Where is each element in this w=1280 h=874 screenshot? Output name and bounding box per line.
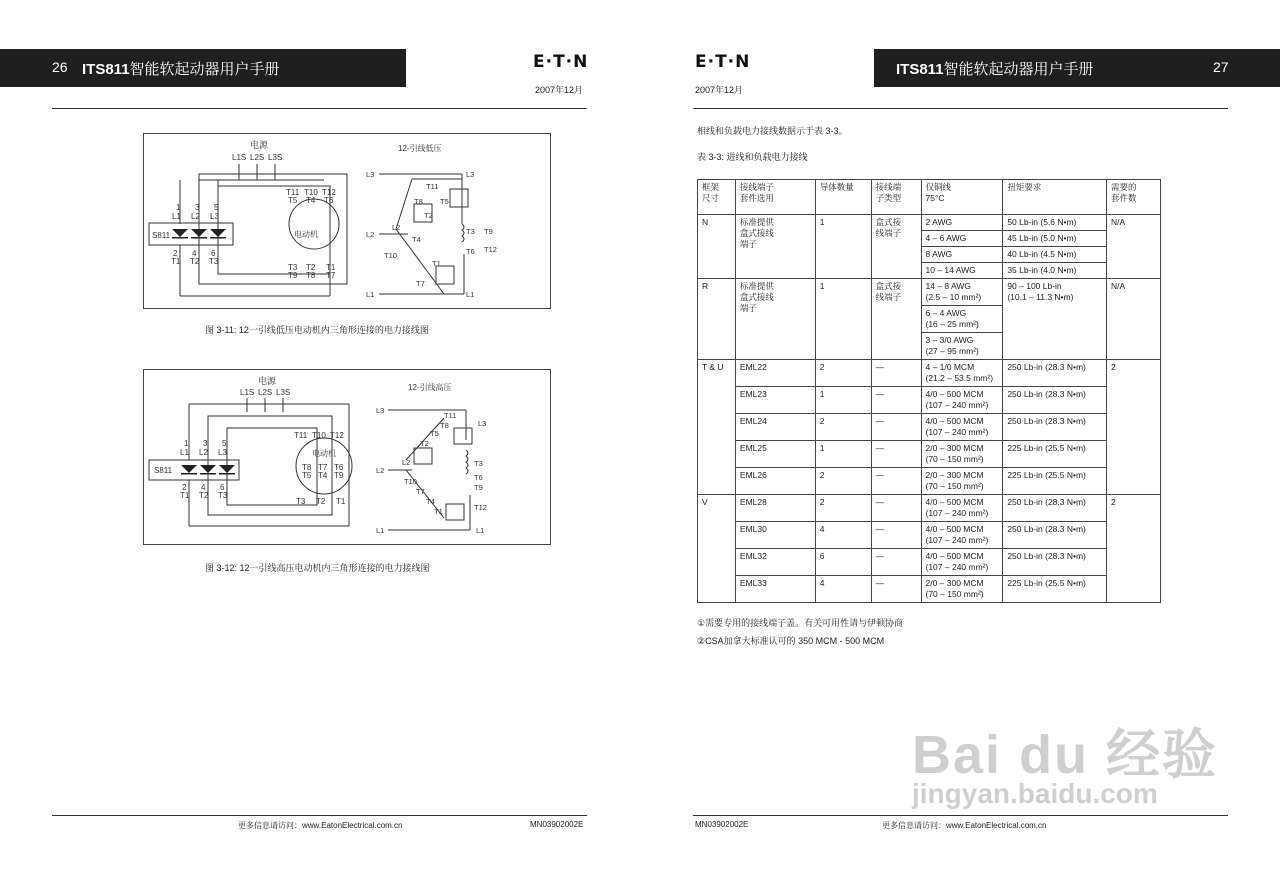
fig1-motor-t1: T1	[326, 263, 336, 272]
fig2-r-t11: T11	[444, 411, 457, 420]
cell-type: —	[871, 522, 921, 549]
fig2-top-3: 3	[203, 439, 208, 448]
fig1-motor-t5: T5	[288, 196, 298, 205]
fig1-motor-label: 电动机	[294, 230, 318, 239]
fig2-r-l3b: L3	[478, 419, 487, 428]
cell-kit: EML23	[735, 387, 815, 414]
cell-kits-needed: 2	[1107, 360, 1161, 495]
fig2-top-5: 5	[222, 439, 227, 448]
fig2-thyristors	[181, 465, 235, 475]
fig1-right-title: 12-引线低压	[398, 144, 442, 153]
cell-wire: 10 – 14 AWG	[921, 263, 1003, 279]
cell-qty: 2	[815, 360, 871, 387]
cell-kit: EML30	[735, 522, 815, 549]
right-header-rule	[693, 108, 1228, 109]
right-footer-rule	[693, 815, 1228, 816]
cell-type: —	[871, 360, 921, 387]
cell-wire: 4 – 1/0 MCM (21.2 – 53.5 mm²)	[921, 360, 1003, 387]
fig1-bot-t1: T1	[171, 257, 181, 266]
left-footer-website: 更多信息请访问：www.EatonElectrical.com.cn	[238, 821, 403, 830]
fig2-bot-6: 6	[220, 483, 225, 492]
table-3-3	[697, 179, 1161, 603]
fig2-motor-t1: T1	[336, 497, 346, 506]
cell-qty: 4	[815, 576, 871, 603]
cell-wire: 4/0 – 500 MCM (107 – 240 mm²)	[921, 549, 1003, 576]
fig1-line-l1s: L1S	[232, 153, 247, 162]
cell-wire: 2 AWG	[921, 215, 1003, 231]
fig2-r-t2: T2	[420, 439, 429, 448]
fig1-r-t1: T1	[432, 259, 441, 268]
cell-torque: 35 Lb-in (4.0 N•m)	[1003, 263, 1107, 279]
fig2-motor-t7: T7	[318, 463, 328, 472]
fig2-r-t1: T1	[434, 507, 443, 516]
cell-wire: 4/0 – 500 MCM (107 – 240 mm²)	[921, 414, 1003, 441]
fig2-bot-4: 4	[201, 483, 206, 492]
fig1-device: S811	[152, 231, 171, 240]
cell-kit: EML32	[735, 549, 815, 576]
cell-wire: 4/0 – 500 MCM (107 – 240 mm²)	[921, 522, 1003, 549]
fig2-top-l1: L1	[180, 448, 189, 457]
fig2-line-l2s: L2S	[258, 388, 273, 397]
left-page-number: 26	[52, 59, 68, 75]
cell-frame: N	[698, 215, 736, 279]
cell-kit: EML22	[735, 360, 815, 387]
figure-3-12	[143, 369, 551, 545]
fig2-bot-t3: T3	[218, 491, 228, 500]
left-header-title-cn: 智能软起动器用户手册	[129, 61, 280, 78]
fig2-right-title: 12-引线高压	[408, 383, 452, 392]
cell-qty: 6	[815, 549, 871, 576]
fig2-left-title: 电源	[258, 376, 277, 386]
table-header	[698, 180, 1161, 215]
th-torque: 扭矩要求	[1003, 180, 1107, 215]
table-row	[698, 468, 1161, 495]
cell-qty: 2	[815, 468, 871, 495]
cell-type: —	[871, 387, 921, 414]
cell-wire: 4 – 6 AWG	[921, 231, 1003, 247]
table-row	[698, 279, 1161, 306]
fig1-top-l1: L1	[172, 212, 181, 221]
cell-type: —	[871, 576, 921, 603]
fig1-motor-t9: T9	[288, 271, 298, 280]
fig1-left-title: 电源	[250, 140, 269, 150]
fig2-r-t6: T6	[474, 473, 483, 482]
cell-torque: 250 Lb-in (28.3 N•m)	[1003, 522, 1107, 549]
fig1-r-t3: T3	[466, 227, 475, 236]
fig1-motor-t10: T10	[304, 188, 318, 197]
cell-torque: 250 Lb-in (28.3 N•m)	[1003, 414, 1107, 441]
fig1-r-t2: T2	[424, 211, 433, 220]
cell-qty: 4	[815, 522, 871, 549]
cell-kits-needed: N/A	[1107, 215, 1161, 279]
fig2-r-t8: T8	[440, 421, 449, 430]
right-footer-doc-number: MN03902002E	[695, 820, 749, 829]
figure-3-11-diagram	[144, 134, 550, 308]
cell-torque: 50 Lb-in (5.6 N•m)	[1003, 215, 1107, 231]
fig1-r-l3b: L3	[466, 170, 475, 179]
fig1-r-t8: T8	[414, 197, 423, 206]
fig2-motor-t9: T9	[334, 471, 344, 480]
cell-wire: 14 – 8 AWG (2.5 – 10 mm²)	[921, 279, 1003, 306]
fig2-top-l2: L2	[199, 448, 208, 457]
cell-type: —	[871, 549, 921, 576]
fig2-r-t5: T5	[430, 429, 439, 438]
fig1-motor-t6: T6	[324, 196, 334, 205]
cell-qty: 2	[815, 414, 871, 441]
fig2-motor-t8: T8	[302, 463, 312, 472]
fig2-r-l1b: L1	[476, 526, 485, 535]
fig1-delta	[379, 174, 468, 294]
intro-text: 相线和负载电力接线数据示于表 3-3。	[697, 126, 848, 136]
cell-kit: 标准提供 盒式接线 端子	[735, 279, 815, 360]
fig2-motor-t12: T12	[330, 431, 344, 440]
table-row	[698, 549, 1161, 576]
cell-type: —	[871, 441, 921, 468]
fig1-line-l3s: L3S	[268, 153, 283, 162]
cell-type: 盒式接 线端子	[871, 215, 921, 279]
fig2-delta	[388, 410, 472, 530]
table-body	[698, 215, 1161, 603]
fig1-r-t6: T6	[466, 247, 475, 256]
cell-qty: 1	[815, 215, 871, 279]
cell-frame: R	[698, 279, 736, 360]
fig1-top-1: 1	[176, 203, 181, 212]
fig2-device: S811	[154, 466, 173, 475]
cell-qty: 1	[815, 387, 871, 414]
left-footer-rule	[52, 815, 587, 816]
cell-wire: 6 – 4 AWG (16 – 25 mm²)	[921, 306, 1003, 333]
fig1-motor-t8: T8	[306, 271, 316, 280]
table-row	[698, 576, 1161, 603]
fig1-r-l1: L1	[366, 290, 375, 299]
fig1-motor-t3: T3	[288, 263, 298, 272]
cell-torque: 250 Lb-in (28.3 N•m)	[1003, 495, 1107, 522]
fig2-motor-t4: T4	[318, 471, 328, 480]
cell-type: 盒式接 线端子	[871, 279, 921, 360]
fig2-motor-t3: T3	[296, 497, 306, 506]
right-header-title-bold: ITS811	[896, 61, 944, 78]
right-header-title-cn: 智能软起动器用户手册	[943, 61, 1094, 78]
fig1-bot-4: 4	[192, 249, 197, 258]
cell-torque: 225 Lb-in (25.5 N•m)	[1003, 441, 1107, 468]
fig1-r-l3: L3	[366, 170, 375, 179]
cell-torque: 225 Lb-in (25.5 N•m)	[1003, 468, 1107, 495]
fig2-top-l3: L3	[218, 448, 227, 457]
fig1-top-5: 5	[214, 203, 219, 212]
fig2-r-t3: T3	[474, 459, 483, 468]
cell-wire: 2/0 – 300 MCM (70 – 150 mm²)	[921, 576, 1003, 603]
fig2-top-1: 1	[184, 439, 189, 448]
table-row	[698, 441, 1161, 468]
left-header-rule	[52, 108, 587, 109]
fig2-motor-t6: T6	[334, 463, 344, 472]
fig1-r-l2: L2	[366, 230, 375, 239]
cell-qty: 1	[815, 279, 871, 360]
fig2-bot-2: 2	[182, 483, 187, 492]
fig1-bot-t3: T3	[209, 257, 219, 266]
fig1-r-t9: T9	[484, 227, 493, 236]
th-kit: 接线端子 套件选用	[735, 180, 815, 215]
cell-torque: 250 Lb-in (28.3 N•m)	[1003, 387, 1107, 414]
fig1-bot-2: 2	[173, 249, 178, 258]
cell-wire: 2/0 – 300 MCM (70 – 150 mm²)	[921, 468, 1003, 495]
fig1-top-3: 3	[195, 203, 200, 212]
fig2-r-l1: L1	[376, 526, 385, 535]
th-frame: 框架 尺寸	[698, 180, 736, 215]
fig1-bot-6: 6	[211, 249, 216, 258]
fig1-r-l2b: L2	[392, 223, 401, 232]
fig2-bot-t1: T1	[180, 491, 190, 500]
cell-kit: EML25	[735, 441, 815, 468]
fig1-line-l2s: L2S	[250, 153, 265, 162]
cell-frame: T & U	[698, 360, 736, 495]
cell-frame: V	[698, 495, 736, 603]
fig1-motor-t12: T12	[322, 188, 336, 197]
baidu-watermark-url: jingyan.baidu.com	[912, 778, 1158, 809]
th-wire: 仅铜线 75°C	[921, 180, 1003, 215]
table-row	[698, 522, 1161, 549]
fig2-motor-t10: T10	[312, 431, 326, 440]
fig2-r-t9: T9	[474, 483, 483, 492]
left-date: 2007年12月	[535, 85, 584, 95]
cell-type: —	[871, 468, 921, 495]
cell-type: —	[871, 495, 921, 522]
cell-torque: 45 Lb-in (5.0 N•m)	[1003, 231, 1107, 247]
cell-torque: 90 – 100 Lb-in (10.1 – 11.3 N•m)	[1003, 279, 1107, 360]
fig2-r-t12: T12	[474, 503, 487, 512]
cell-wire: 3 – 3/0 AWG (27 – 95 mm²)	[921, 333, 1003, 360]
note-1: ①需要专用的接线端子盖。有关可用性请与伊顿协商	[697, 618, 904, 628]
right-header-title	[896, 58, 1094, 79]
fig1-bot-t2: T2	[190, 257, 200, 266]
fig1-r-l1b: L1	[466, 290, 475, 299]
fig1-motor-t11: T11	[286, 188, 300, 197]
left-header-bar	[0, 49, 406, 87]
fig1-motor-t4: T4	[306, 196, 316, 205]
table-row	[698, 360, 1161, 387]
table-row	[698, 215, 1161, 231]
cell-torque: 250 Lb-in (28.3 N•m)	[1003, 549, 1107, 576]
left-header-title	[82, 58, 280, 79]
right-eaton-logo: E·T·N	[695, 52, 751, 72]
cell-wire: 4/0 – 500 MCM (107 – 240 mm²)	[921, 387, 1003, 414]
fig1-r-t12: T12	[484, 245, 497, 254]
table-header-row	[698, 180, 1161, 215]
left-footer-doc-number: MN03902002E	[530, 820, 584, 829]
table-row	[698, 495, 1161, 522]
note-2: ②CSA加拿大标准认可的 350 MCM - 500 MCM	[697, 636, 885, 646]
cell-kit: EML33	[735, 576, 815, 603]
fig2-motor-t5: T5	[302, 471, 312, 480]
fig1-top-l2: L2	[191, 212, 200, 221]
figure-3-11-labels	[152, 139, 336, 280]
fig1-motor-t2: T2	[306, 263, 316, 272]
fig2-line-l3s: L3S	[276, 388, 291, 397]
cell-kit: EML24	[735, 414, 815, 441]
fig2-r-l3: L3	[376, 406, 385, 415]
fig2-r-l2: L2	[376, 466, 385, 475]
right-footer-website: 更多信息请访问：www.EatonElectrical.com.cn	[882, 821, 1047, 830]
fig1-r-t7: T7	[416, 279, 425, 288]
baidu-watermark: Bai du 经验	[912, 725, 1219, 785]
table-row	[698, 387, 1161, 414]
figure-3-11	[143, 133, 551, 309]
cell-kit: 标准提供 盒式接线 端子	[735, 215, 815, 279]
fig2-motor-label: 电动机	[312, 449, 336, 458]
fig1-r-t11: T11	[426, 182, 439, 191]
fig2-r-t7: T7	[416, 487, 425, 496]
table-3-3-title: 表 3-3: 进线和负载电力接线	[697, 152, 808, 162]
fig1-r-t5: T5	[440, 197, 449, 206]
figure-3-12-caption: 图 3-12: 12一引线高压电动机内三角形连接的电力接线图	[205, 563, 430, 573]
right-header-bar	[874, 49, 1280, 87]
cell-wire: 4/0 – 500 MCM (107 – 240 mm²)	[921, 495, 1003, 522]
fig2-line-l1s: L1S	[240, 388, 255, 397]
fig1-thyristors	[172, 229, 226, 239]
cell-kit: EML28	[735, 495, 815, 522]
cell-qty: 2	[815, 495, 871, 522]
cell-wire: 8 AWG	[921, 247, 1003, 263]
cell-kits-needed: 2	[1107, 495, 1161, 603]
right-page-number: 27	[1213, 59, 1229, 75]
cell-type: —	[871, 414, 921, 441]
fig2-bot-t2: T2	[199, 491, 209, 500]
th-kits-needed: 需要的 套件数	[1107, 180, 1161, 215]
left-header-title-bold: ITS811	[82, 61, 130, 78]
table-row	[698, 414, 1161, 441]
cell-kits-needed: N/A	[1107, 279, 1161, 360]
fig2-r-t10: T10	[404, 477, 417, 486]
fig1-top-l3: L3	[210, 212, 219, 221]
fig2-motor-t2: T2	[316, 497, 326, 506]
fig2-r-l2b: L2	[402, 458, 411, 467]
th-qty: 导体数量	[815, 180, 871, 215]
fig1-r-t10: T10	[384, 251, 397, 260]
fig1-right-labels	[366, 143, 497, 299]
fig2-r-t4: T4	[426, 497, 435, 506]
right-date: 2007年12月	[695, 85, 744, 95]
figure-3-12-diagram	[144, 370, 550, 544]
figure-3-11-caption: 图 3-11: 12一引线低压电动机内三角形连接的电力接线图	[205, 325, 429, 335]
cell-torque: 40 Lb-in (4.5 N•m)	[1003, 247, 1107, 263]
fig1-motor-t7: T7	[326, 271, 336, 280]
cell-kit: EML26	[735, 468, 815, 495]
cell-wire: 2/0 – 300 MCM (70 – 150 mm²)	[921, 441, 1003, 468]
fig2-motor-t11: T11	[294, 431, 308, 440]
th-type: 接线端 子类型	[871, 180, 921, 215]
cell-torque: 250 Lb-in (28.3 N•m)	[1003, 360, 1107, 387]
cell-qty: 1	[815, 441, 871, 468]
left-eaton-logo: E·T·N	[533, 52, 589, 72]
fig1-r-t4: T4	[412, 235, 421, 244]
cell-torque: 225 Lb-in (25.5 N•m)	[1003, 576, 1107, 603]
